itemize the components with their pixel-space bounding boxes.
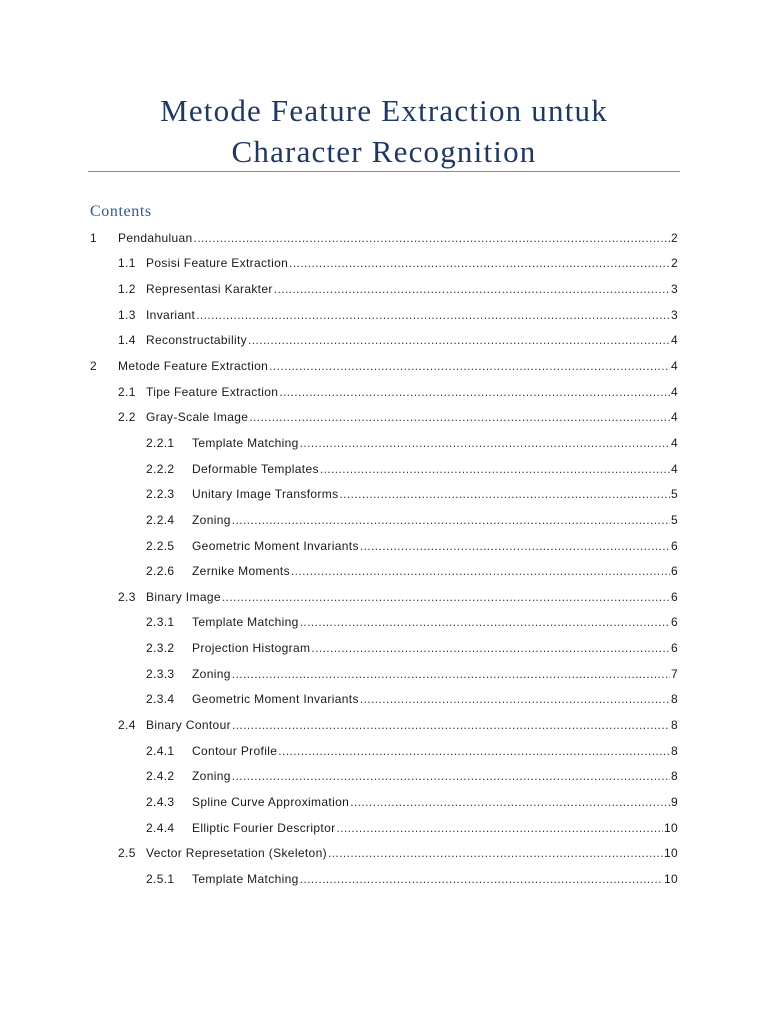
toc-entry-number: 2.3: [118, 589, 136, 604]
toc-entry-title[interactable]: Binary Image: [146, 589, 221, 604]
toc-entry-number: 1: [90, 230, 98, 245]
toc-entry[interactable]: [90, 404, 678, 430]
toc-entry-number: 2.4.3: [146, 794, 175, 809]
toc-dot-leader: [300, 872, 663, 886]
toc-entry-title[interactable]: Projection Histogram: [192, 641, 311, 656]
toc-entry-title[interactable]: Metode Feature Extraction: [118, 359, 269, 374]
toc-dot-leader: [278, 744, 670, 758]
toc-entry-title[interactable]: Pendahuluan: [118, 230, 193, 245]
toc-entry-title[interactable]: Vector Represetation (Skeleton): [146, 846, 327, 861]
toc-entry-number: 2.2.4: [146, 512, 175, 527]
toc-entry-number: 2.4.4: [146, 820, 175, 835]
toc-entry-page-number[interactable]: 8: [670, 769, 678, 784]
toc-entry-number: 2.3.2: [146, 641, 175, 656]
toc-entry-number: 2.3.4: [146, 692, 175, 707]
toc-dot-leader: [269, 359, 670, 373]
toc-entry-number: 1.4: [118, 333, 136, 348]
toc-dot-leader: [249, 410, 670, 424]
title-line-1: Metode Feature Extraction untuk: [160, 93, 608, 128]
toc-entry-number: 2.2.5: [146, 538, 175, 553]
toc-entry-number: 2.2.1: [146, 435, 175, 450]
toc-entry-title[interactable]: Unitary Image Transforms: [192, 487, 339, 502]
toc-entry[interactable]: [90, 610, 678, 636]
toc-entry[interactable]: [90, 353, 678, 379]
toc-entry[interactable]: [90, 481, 678, 507]
toc-dot-leader: [232, 769, 670, 783]
toc-entry-page-number[interactable]: 4: [670, 333, 678, 348]
toc-entry[interactable]: [90, 866, 678, 892]
toc-entry[interactable]: [90, 840, 678, 866]
toc-entry-page-number[interactable]: 9: [670, 794, 678, 809]
toc-entry[interactable]: [90, 430, 678, 456]
toc-entry-page-number[interactable]: 10: [663, 820, 678, 835]
toc-entry-page-number[interactable]: 6: [670, 538, 678, 553]
toc-dot-leader: [339, 487, 670, 501]
toc-entry-page-number[interactable]: 4: [670, 461, 678, 476]
toc-entry[interactable]: [90, 379, 678, 405]
toc-entry-page-number[interactable]: 2: [670, 256, 678, 271]
document-title: [88, 90, 680, 172]
toc-entry-number: 2.5: [118, 846, 136, 861]
toc-entry-page-number[interactable]: 5: [670, 487, 678, 502]
toc-entry-number: 2.5.1: [146, 871, 175, 886]
toc-entry-page-number[interactable]: 5: [670, 512, 678, 527]
toc-dot-leader: [222, 590, 670, 604]
toc-dot-leader: [360, 539, 670, 553]
toc-entry-title[interactable]: Tipe Feature Extraction: [146, 384, 279, 399]
toc-entry[interactable]: [90, 763, 678, 789]
title-divider: [88, 171, 680, 172]
toc-entry[interactable]: [90, 507, 678, 533]
toc-entry-title[interactable]: Template Matching: [192, 615, 299, 630]
toc-dot-leader: [336, 821, 662, 835]
toc-entry-page-number[interactable]: 4: [670, 359, 678, 374]
toc-entry[interactable]: [90, 815, 678, 841]
toc-dot-leader: [328, 846, 663, 860]
toc-entry-page-number[interactable]: 6: [670, 589, 678, 604]
toc-entry-title[interactable]: Posisi Feature Extraction: [146, 256, 289, 271]
toc-entry-page-number[interactable]: 2: [670, 230, 678, 245]
toc-dot-leader: [232, 718, 670, 732]
toc-entry-title[interactable]: Geometric Moment Invariants: [192, 692, 359, 707]
toc-entry[interactable]: [90, 584, 678, 610]
toc-dot-leader: [289, 256, 670, 270]
toc-entry[interactable]: [90, 558, 678, 584]
toc-entry[interactable]: [90, 738, 678, 764]
toc-entry-page-number[interactable]: 8: [670, 717, 678, 732]
toc-entry-page-number[interactable]: 6: [670, 564, 678, 579]
toc-entry-title[interactable]: Template Matching: [192, 435, 299, 450]
toc-dot-leader: [279, 385, 670, 399]
toc-dot-leader: [232, 667, 670, 681]
toc-entry[interactable]: [90, 687, 678, 713]
toc-dot-leader: [196, 308, 670, 322]
toc-dot-leader: [194, 231, 670, 245]
toc-dot-leader: [274, 282, 670, 296]
toc-dot-leader: [300, 615, 670, 629]
toc-entry-title[interactable]: Deformable Templates: [192, 461, 319, 476]
toc-dot-leader: [320, 462, 670, 476]
toc-entry-title[interactable]: Reconstructability: [146, 333, 248, 348]
toc-entry-number: 2: [90, 359, 98, 374]
toc-entry-number: 1.3: [118, 307, 136, 322]
toc-entry-number: 2.1: [118, 384, 136, 399]
toc-dot-leader: [350, 795, 670, 809]
toc-entry-title[interactable]: Geometric Moment Invariants: [192, 538, 359, 553]
toc-entry[interactable]: [90, 251, 678, 277]
toc-entry-title[interactable]: Template Matching: [192, 871, 299, 886]
toc-entry[interactable]: [90, 302, 678, 328]
toc-dot-leader: [300, 436, 670, 450]
toc-entry[interactable]: [90, 276, 678, 302]
toc-entry[interactable]: [90, 712, 678, 738]
toc-entry-title[interactable]: Zoning: [192, 769, 231, 784]
toc-entry-title[interactable]: Spline Curve Approximation: [192, 794, 350, 809]
toc-entry[interactable]: [90, 533, 678, 559]
toc-entry-title[interactable]: Gray-Scale Image: [146, 410, 249, 425]
toc-entry-number: 2.2.2: [146, 461, 175, 476]
toc-entry-page-number[interactable]: 10: [663, 846, 678, 861]
toc-entry-number: 2.2.6: [146, 564, 175, 579]
toc-entry-number: 2.2.3: [146, 487, 175, 502]
toc-dot-leader: [232, 513, 670, 527]
toc-entry[interactable]: [90, 328, 678, 354]
toc-entry[interactable]: [90, 225, 678, 251]
toc-entry-number: 1.1: [118, 256, 136, 271]
toc-entry-title[interactable]: Invariant: [146, 307, 196, 322]
toc-entry-number: 1.2: [118, 282, 136, 297]
toc-entry-page-number[interactable]: 4: [670, 410, 678, 425]
toc-entry-title[interactable]: Zoning: [192, 666, 231, 681]
toc-entry-title[interactable]: Elliptic Fourier Descriptor: [192, 820, 336, 835]
table-of-contents: [90, 225, 678, 892]
toc-entry-page-number[interactable]: 10: [663, 871, 678, 886]
toc-entry-title[interactable]: Zoning: [192, 512, 231, 527]
toc-entry-page-number[interactable]: 3: [670, 282, 678, 297]
toc-entry-number: 2.4.2: [146, 769, 175, 784]
toc-dot-leader: [360, 692, 670, 706]
contents-heading: Contents: [90, 203, 152, 220]
toc-entry-title[interactable]: Contour Profile: [192, 743, 278, 758]
toc-entry-title[interactable]: Zernike Moments: [192, 564, 290, 579]
title-line-2: Character Recognition: [231, 134, 537, 169]
toc-entry[interactable]: [90, 789, 678, 815]
toc-entry-number: 2.3.3: [146, 666, 175, 681]
toc-entry-page-number[interactable]: 4: [670, 435, 678, 450]
toc-entry-page-number[interactable]: 8: [670, 743, 678, 758]
toc-dot-leader: [291, 564, 670, 578]
toc-entry-page-number[interactable]: 6: [670, 641, 678, 656]
toc-entry[interactable]: [90, 456, 678, 482]
toc-entry-number: 2.3.1: [146, 615, 175, 630]
toc-entry-page-number[interactable]: 4: [670, 384, 678, 399]
toc-entry-number: 2.4: [118, 717, 136, 732]
toc-entry-page-number[interactable]: 3: [670, 307, 678, 322]
toc-dot-leader: [311, 641, 670, 655]
toc-entry-number: 2.4.1: [146, 743, 175, 758]
toc-entry-number: 2.2: [118, 410, 136, 425]
toc-entry[interactable]: [90, 661, 678, 687]
toc-entry-title[interactable]: Binary Contour: [146, 717, 231, 732]
toc-dot-leader: [248, 333, 670, 347]
toc-entry-page-number[interactable]: 7: [670, 666, 678, 681]
toc-entry-page-number[interactable]: 8: [670, 692, 678, 707]
toc-entry-page-number[interactable]: 6: [670, 615, 678, 630]
toc-entry[interactable]: [90, 635, 678, 661]
toc-entry-title[interactable]: Representasi Karakter: [146, 282, 273, 297]
